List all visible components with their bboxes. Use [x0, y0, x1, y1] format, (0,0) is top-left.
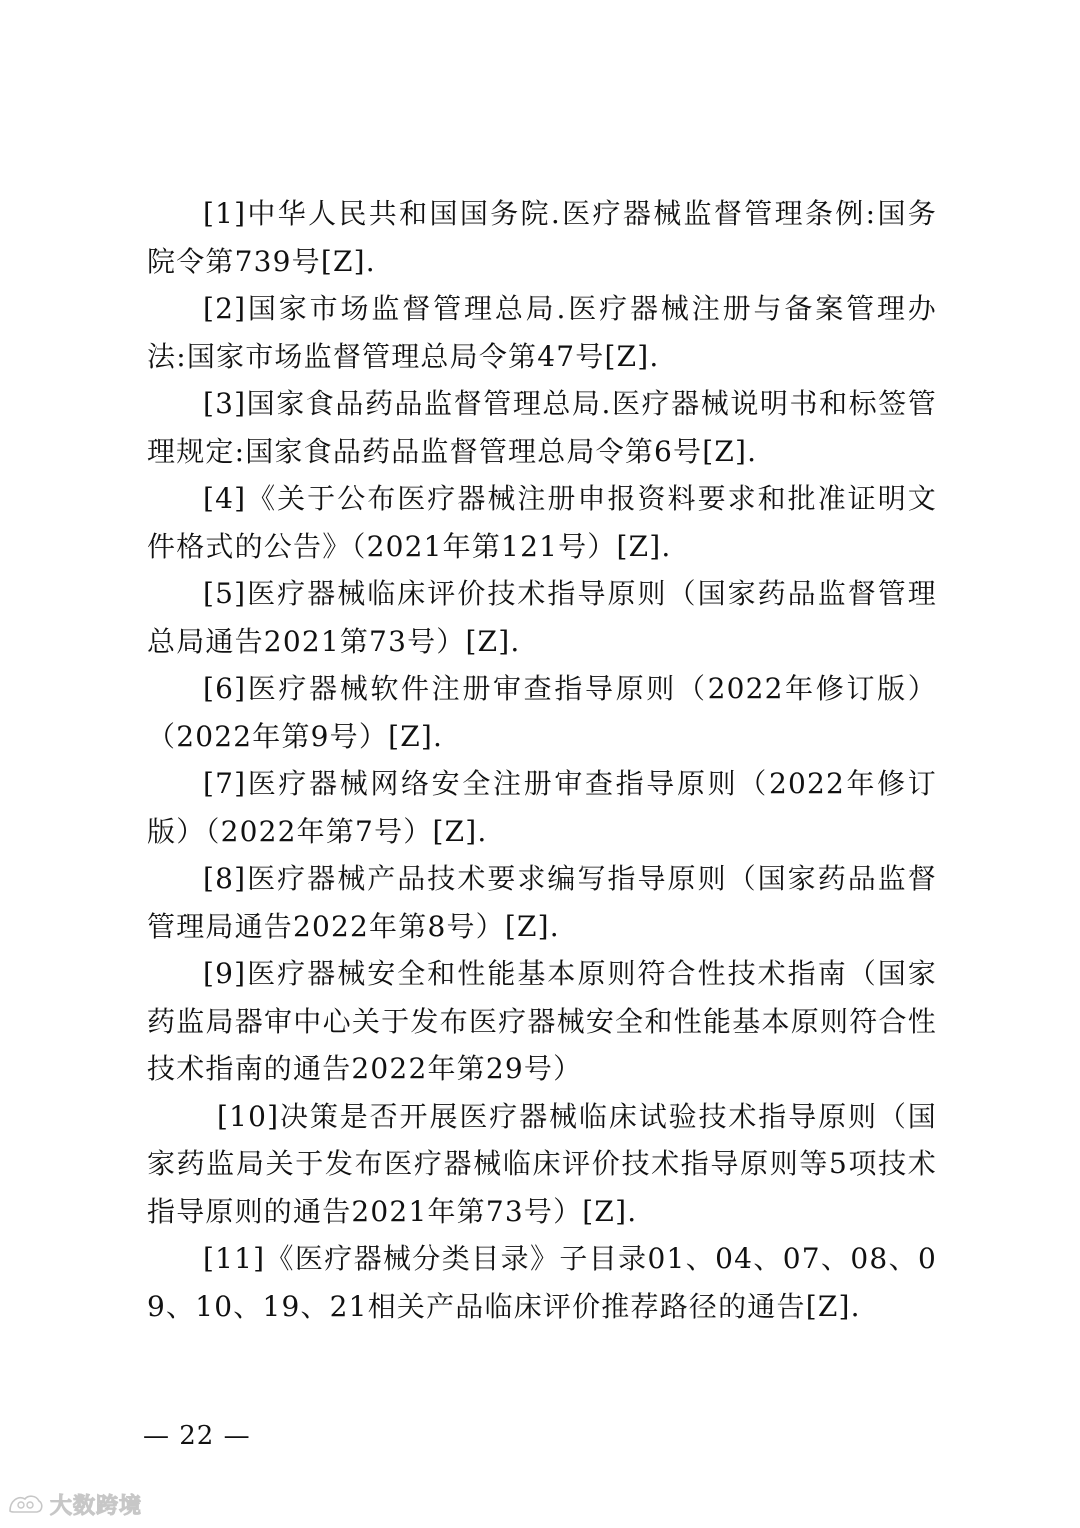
reference-item: [4]《关于公布医疗器械注册申报资料要求和批准证明文件格式的公告》（2021年第121号）[Z].: [147, 482, 937, 563]
page-number: — 22 —: [143, 1421, 251, 1451]
reference-item: [1]中华人民共和国国务院.医疗器械监督管理条例:国务院令第739号[Z].: [147, 197, 937, 278]
reference-item: [5]医疗器械临床评价技术指导原则（国家药品监督管理总局通告2021第73号）[Z].: [147, 577, 937, 658]
reference-item: [9]医疗器械安全和性能基本原则符合性技术指南（国家药监局器审中心关于发布医疗器械安全和性能基本原则符合性技术指南的通告2022年第29号）: [147, 957, 937, 1085]
reference-item: [10]决策是否开展医疗器械临床试验技术指导原则（国家药监局关于发布医疗器械临床评价技术指导原则等5项技术指导原则的通告2021年第73号）[Z].: [147, 1099, 937, 1228]
watermark-text: 大数跨境: [50, 1493, 143, 1519]
reference-list: [147, 190, 937, 1330]
reference-item: [7]医疗器械网络安全注册审查指导原则（2022年修订版）（2022年第7号）[Z].: [147, 767, 937, 848]
watermark: [6, 1489, 142, 1519]
watermark-logo-icon: [6, 1491, 44, 1517]
reference-item: [11]《医疗器械分类目录》子目录01、04、07、08、09、10、19、21相关产品临床评价推荐路径的通告[Z].: [147, 1242, 937, 1323]
reference-item: [8]医疗器械产品技术要求编写指导原则（国家药品监督管理局通告2022年第8号）[Z].: [147, 862, 937, 943]
reference-item: [2]国家市场监督管理总局.医疗器械注册与备案管理办法:国家市场监督管理总局令第47号[Z].: [147, 292, 937, 373]
reference-item: [6]医疗器械软件注册审查指导原则（2022年修订版）（2022年第9号）[Z].: [147, 672, 937, 753]
reference-item: [3]国家食品药品监督管理总局.医疗器械说明书和标签管理规定:国家食品药品监督管理总局令第6号[Z].: [147, 387, 937, 468]
